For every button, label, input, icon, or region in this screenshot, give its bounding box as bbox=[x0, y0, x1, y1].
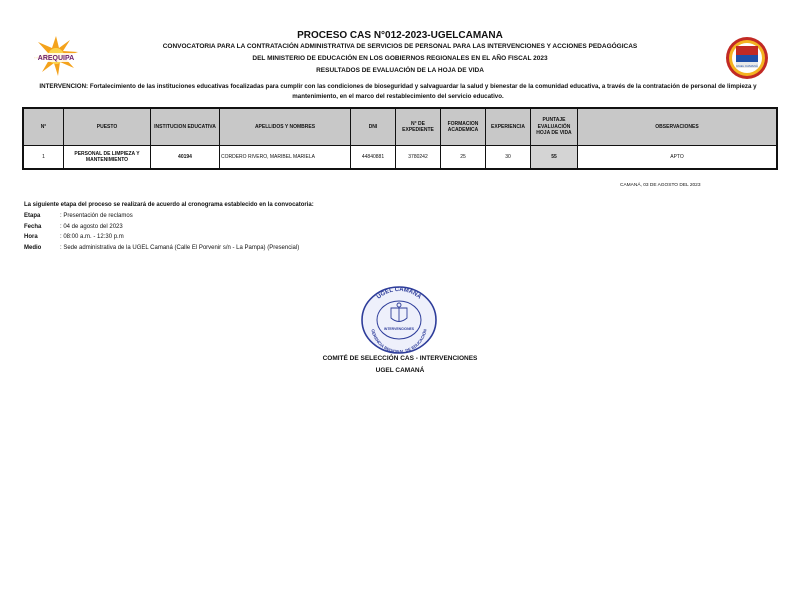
schedule-key: Hora bbox=[24, 234, 38, 240]
cell-observations: APTO bbox=[578, 146, 778, 170]
schedule-key: Medio bbox=[24, 244, 42, 251]
logo-right-text: UGEL CAMANÁ bbox=[736, 64, 758, 68]
table-row bbox=[23, 146, 777, 170]
col-full-name: APELLIDOS Y NOMBRES bbox=[220, 108, 351, 146]
seal-center-text: INTERVENCIONES bbox=[383, 327, 415, 331]
cell-experience: 30 bbox=[486, 146, 531, 170]
cell-full-name: CORDERO RIVERO, MARIBEL MARIELA bbox=[220, 146, 351, 170]
col-dni: DNI bbox=[351, 108, 396, 146]
subtitle-line-2: DEL MINISTERIO DE EDUCACIÓN EN LOS GOBIERNOS REGIONALES EN EL AÑO FISCAL 2023 bbox=[252, 55, 548, 62]
col-number: N° bbox=[23, 108, 64, 146]
document-date: CAMANÁ, 03 DE AGOSTO DEL 2023 bbox=[620, 183, 701, 188]
schedule-key: Fecha bbox=[24, 223, 42, 230]
schedule-key: Etapa bbox=[24, 213, 41, 219]
results-table bbox=[22, 107, 778, 170]
seal-bottom-text: GERENCIA REGIONAL DE EDUCACIÓN bbox=[370, 328, 428, 355]
cell-school: 40194 bbox=[151, 146, 220, 170]
schedule-list bbox=[24, 213, 299, 255]
col-position: PUESTO bbox=[64, 108, 151, 146]
subtitle-line-1: CONVOCATORIA PARA LA CONTRATACIÓN ADMINISTRATIVA DE SERVICIOS DE PERSONAL PARA LAS INTERVENCIONES Y ACCIONES PEDAGÓGICAS bbox=[162, 43, 638, 50]
cell-academic: 25 bbox=[441, 146, 486, 170]
results-heading: RESULTADOS DE EVALUACIÓN DE LA HOJA DE VIDA bbox=[316, 67, 484, 74]
next-stage-intro: La siguiente etapa del proceso se realizará de acuerdo al cronograma establecido en la convocatoria: bbox=[24, 202, 314, 208]
schedule-item-medium bbox=[24, 245, 299, 256]
arequipa-logo bbox=[32, 34, 80, 78]
cell-dni: 44840881 bbox=[351, 146, 396, 170]
col-file-number: N° DE EXPEDIENTE bbox=[396, 108, 441, 146]
schedule-value: : Sede administrativa de la UGEL Camaná (Calle El Porvenir s/n - La Pampa) (Presencial) bbox=[60, 244, 300, 251]
ugel-camana-logo bbox=[724, 36, 770, 80]
col-score: PUNTAJE EVALUACIÓN HOJA DE VIDA bbox=[531, 108, 578, 146]
entity-signature: UGEL CAMANÁ bbox=[375, 367, 425, 374]
col-experience: EXPERIENCIA bbox=[486, 108, 531, 146]
schedule-item-stage bbox=[24, 213, 299, 224]
seal-top-text: UGEL CAMANÁ bbox=[375, 286, 423, 301]
committee-signature: COMITÉ DE SELECCIÓN CAS - INTERVENCIONES bbox=[322, 355, 478, 362]
schedule-item-date bbox=[24, 224, 299, 235]
schedule-item-time bbox=[24, 234, 299, 245]
col-school: INSTITUCION EDUCATIVA bbox=[151, 108, 220, 146]
col-observations: OBSERVACIONES bbox=[578, 108, 778, 146]
schedule-value: : Presentación de reclamos bbox=[60, 213, 133, 219]
cell-file-number: 3780242 bbox=[396, 146, 441, 170]
table-header-row bbox=[23, 108, 777, 146]
official-seal bbox=[358, 283, 440, 355]
cell-score: 55 bbox=[531, 146, 578, 170]
page-title: PROCESO CAS N°012-2023-UGELCAMANA bbox=[297, 30, 503, 41]
intervention-description: INTERVENCION: Fortalecimiento de las instituciones educativas focalizadas para cumplir con las condiciones de bioseguridad y salvaguardar la salud y bienestar de la comunidad educativa, a través de la contratación de personal de limpieza y mantenimiento, en el marco del restablecimiento del servicio educativo. bbox=[39, 83, 757, 100]
cell-number: 1 bbox=[23, 146, 64, 170]
schedule-value: : 04 de agosto del 2023 bbox=[60, 223, 123, 230]
logo-left-text: AREQUIPA bbox=[37, 55, 75, 62]
cell-position: PERSONAL DE LIMPIEZA Y MANTENIMIENTO bbox=[64, 146, 151, 170]
col-academic: FORMACION ACADEMICA bbox=[441, 108, 486, 146]
schedule-value: : 08:00 a.m. - 12:30 p.m bbox=[60, 234, 124, 240]
